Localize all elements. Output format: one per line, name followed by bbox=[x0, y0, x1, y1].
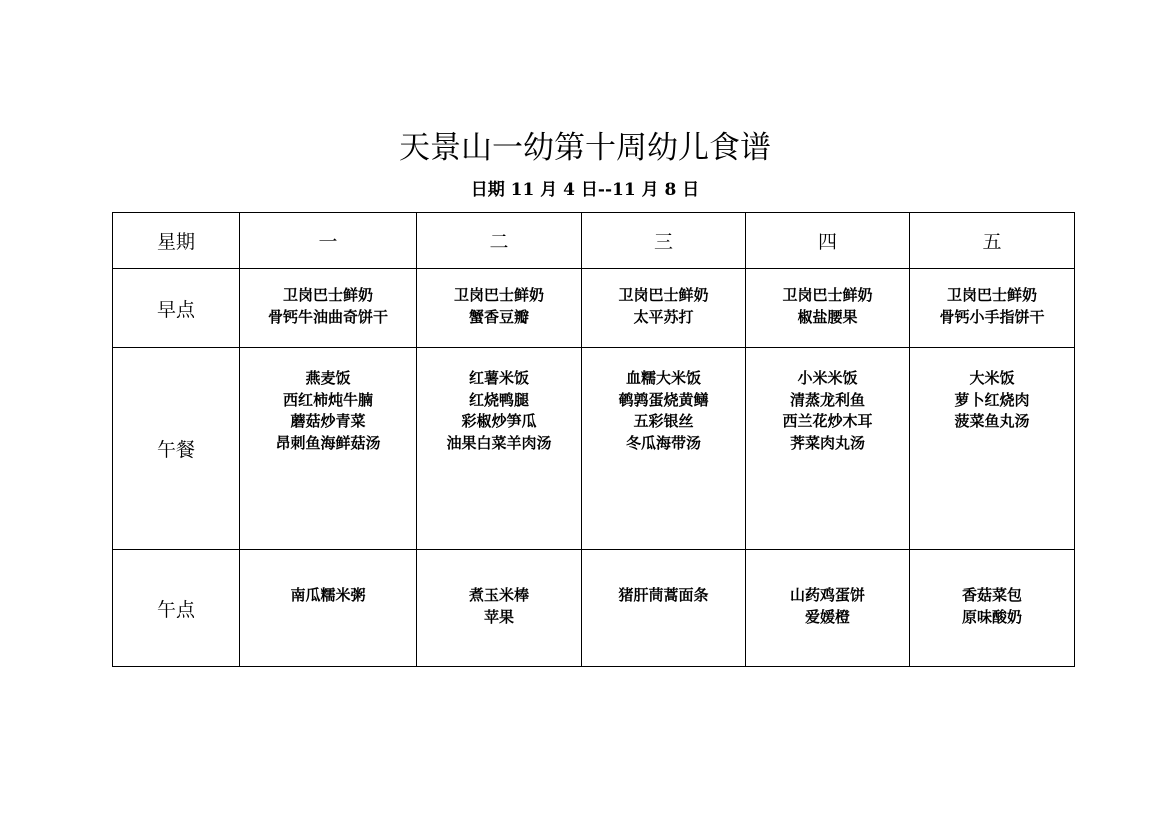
dish: 南瓜糯米粥 bbox=[290, 586, 366, 604]
dish: 太平苏打 bbox=[633, 307, 694, 326]
dish: 清蒸龙利鱼 bbox=[789, 390, 865, 409]
header-row bbox=[113, 213, 1075, 269]
dish: 卫岗巴士鲜奶 bbox=[282, 286, 373, 304]
dish: 卫岗巴士鲜奶 bbox=[782, 286, 873, 304]
menu-cell bbox=[910, 550, 1075, 667]
dish: 煮玉米棒 bbox=[468, 586, 529, 604]
dish: 卫岗巴士鲜奶 bbox=[618, 286, 709, 304]
dish: 椒盐腰果 bbox=[797, 307, 858, 326]
dish: 西兰花炒木耳 bbox=[782, 412, 873, 430]
dish: 血糯大米饭 bbox=[625, 369, 701, 387]
day-header: 三 bbox=[582, 213, 746, 269]
menu-cell bbox=[417, 269, 582, 348]
dish: 小米米饭 bbox=[797, 369, 858, 387]
dish: 爱媛橙 bbox=[804, 607, 850, 626]
menu-cell bbox=[582, 348, 746, 550]
menu-cell bbox=[746, 348, 910, 550]
menu-cell bbox=[746, 269, 910, 348]
dish: 骨钙小手指饼干 bbox=[939, 307, 1045, 326]
dish: 昂刺鱼海鲜菇汤 bbox=[275, 433, 381, 452]
menu-cell bbox=[582, 550, 746, 667]
menu-table bbox=[112, 212, 1075, 667]
dish: 红薯米饭 bbox=[468, 369, 529, 387]
dish: 红烧鸭腿 bbox=[468, 390, 529, 409]
menu-cell bbox=[910, 269, 1075, 348]
day-header: 二 bbox=[417, 213, 582, 269]
row-label: 午餐 bbox=[113, 348, 240, 550]
dish: 原味酸奶 bbox=[961, 607, 1022, 626]
dish: 山药鸡蛋饼 bbox=[789, 586, 865, 604]
dish: 苹果 bbox=[483, 607, 514, 626]
dish: 萝卜红烧肉 bbox=[954, 390, 1030, 409]
day-header: 一 bbox=[240, 213, 417, 269]
row-label: 早点 bbox=[113, 269, 240, 348]
dish: 鹌鹑蛋烧黄鳝 bbox=[618, 390, 709, 409]
dish: 荠菜肉丸汤 bbox=[789, 433, 865, 452]
table-row bbox=[113, 348, 1075, 550]
date-range: 日期 11 月 4 日--11 月 8 日 bbox=[470, 180, 700, 200]
menu-cell bbox=[582, 269, 746, 348]
dish: 猪肝茼蒿面条 bbox=[618, 586, 709, 604]
table-row bbox=[113, 269, 1075, 348]
dish: 西红柿炖牛腩 bbox=[282, 390, 373, 409]
dish: 卫岗巴士鲜奶 bbox=[946, 286, 1037, 304]
dish: 蘑菇炒青菜 bbox=[290, 412, 366, 430]
menu-cell bbox=[240, 269, 417, 348]
day-header: 四 bbox=[746, 213, 910, 269]
dish: 燕麦饭 bbox=[305, 369, 351, 387]
page-title: 天景山一幼第十周幼儿食谱 bbox=[399, 130, 771, 166]
dish: 彩椒炒笋瓜 bbox=[461, 412, 537, 430]
dish: 菠菜鱼丸汤 bbox=[954, 412, 1030, 430]
corner-label: 星期 bbox=[113, 213, 240, 269]
table-row bbox=[113, 550, 1075, 667]
dish: 蟹香豆瓣 bbox=[468, 307, 529, 326]
dish: 五彩银丝 bbox=[633, 412, 694, 430]
menu-cell bbox=[240, 348, 417, 550]
menu-cell bbox=[240, 550, 417, 667]
menu-cell bbox=[417, 550, 582, 667]
dish: 大米饭 bbox=[969, 369, 1015, 387]
dish: 骨钙牛油曲奇饼干 bbox=[267, 307, 388, 326]
menu-cell bbox=[910, 348, 1075, 550]
dish: 油果白菜羊肉汤 bbox=[446, 433, 552, 452]
row-label: 午点 bbox=[113, 550, 240, 667]
dish: 卫岗巴士鲜奶 bbox=[453, 286, 544, 304]
day-header: 五 bbox=[910, 213, 1075, 269]
dish: 冬瓜海带汤 bbox=[625, 433, 701, 452]
dish: 香菇菜包 bbox=[961, 586, 1022, 604]
menu-cell bbox=[417, 348, 582, 550]
menu-cell bbox=[746, 550, 910, 667]
